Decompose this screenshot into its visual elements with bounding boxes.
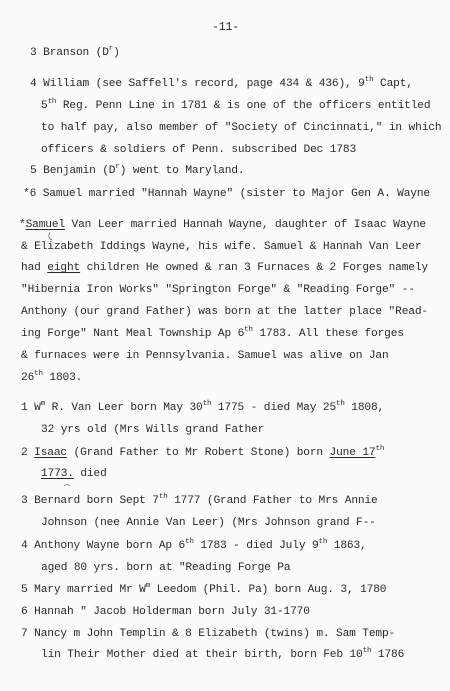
line-07: *6 Samuel married "Hannah Wayne" (sister to Major Gen A. Wayne <box>23 188 430 200</box>
text: lin Their Mother died at their birth, born Feb 10 <box>41 649 363 661</box>
text: 26 <box>21 372 35 384</box>
superscript: r <box>115 163 120 171</box>
superscript: th <box>34 370 43 378</box>
superscript: th <box>202 400 212 408</box>
underlined-text: eight <box>47 262 81 274</box>
superscript: th <box>336 400 345 408</box>
text: ing Forge" Nant Meal Township Ap 6 <box>21 328 245 340</box>
line-05: officers & soldiers of Penn. subscribed Dec 1783 <box>41 144 357 156</box>
text: 1808, <box>344 402 385 414</box>
text: 1803. <box>42 372 83 384</box>
text: 4 William (see Saffell's record, page 434 & 436), 9 <box>30 78 365 90</box>
pencil-stroke <box>49 232 52 240</box>
text: 1863, <box>327 540 367 552</box>
text: had <box>21 262 48 274</box>
superscript: th <box>375 445 385 453</box>
line-11: "Hibernia Iron Works" "Springton Forge" & "Reading Forge" -- <box>21 284 415 296</box>
text: 1783. All these forges <box>252 328 404 340</box>
text: 5 Benjamin (D <box>30 165 116 177</box>
line-21: Johnson (nee Annie Van Leer) (Mrs Johnson grand F-- <box>41 517 376 529</box>
text: 5 Mary married Mr W <box>21 584 146 596</box>
text: 4 Anthony Wayne born Ap 6 <box>21 540 186 552</box>
underlined-text: June 17 <box>329 447 376 459</box>
text: Capt, <box>373 78 413 90</box>
text: ) <box>113 47 120 59</box>
text: (Grand Father to Mr Robert Stone) born <box>66 447 330 459</box>
superscript: m <box>40 400 46 408</box>
text: ) went to Maryland. <box>119 165 245 177</box>
superscript: th <box>364 76 374 84</box>
superscript: th <box>244 326 253 334</box>
superscript: r <box>108 45 114 53</box>
text: Leedom (Phil. Pa) born Aug. 3, 1780 <box>150 584 387 596</box>
text: * <box>19 219 26 231</box>
text: 1775 - died May 25 <box>211 402 337 414</box>
text: 1777 (Grand Father to Mrs Annie <box>167 495 378 507</box>
line-17: 32 yrs old (Mrs Wills grand Father <box>41 424 265 436</box>
superscript: th <box>158 493 168 501</box>
line-26: 7 Nancy m John Templin & 8 Elizabeth (twins) m. Sam Temp- <box>21 628 396 640</box>
superscript: m <box>145 582 151 590</box>
line-14: & furnaces were in Pennsylvania. Samuel was alive on Jan <box>21 350 389 362</box>
underlined-text: 1773. <box>41 468 74 480</box>
text: 3 Branson (D <box>30 47 109 59</box>
superscript: th <box>185 538 194 546</box>
text: died <box>73 468 107 480</box>
line-04: to half pay, also member of "Society of Cincinnati," in which <box>41 122 442 134</box>
line-09: & Elizabeth Iddings Wayne, his wife. Samuel & Hannah Van Leer <box>21 241 422 253</box>
underlined-text: Isaac <box>34 447 67 459</box>
text: 1 W <box>21 402 41 414</box>
text: 1783 - died July 9 <box>193 540 319 552</box>
text: R. Van Leer born May 30 <box>45 402 203 414</box>
page-number: -11- <box>212 21 240 34</box>
line-25: 6 Hannah " Jacob Holderman born July 31-1770 <box>21 606 310 618</box>
text: Van Leer married Hannah Wayne, daughter of Isaac Wayne <box>64 219 426 231</box>
line-23: aged 80 yrs. born at "Reading Forge Pa <box>41 562 291 574</box>
text: 2 <box>21 447 35 459</box>
superscript: th <box>362 647 372 655</box>
superscript: th <box>47 98 57 106</box>
text: 5 <box>41 100 48 112</box>
text: 1786 <box>371 649 405 661</box>
line-12: Anthony (our grand Father) was born at the latter place "Read- <box>21 306 428 318</box>
superscript: th <box>318 538 328 546</box>
text: children He owned & ran 3 Furnaces & 2 Forges namely <box>80 262 428 274</box>
underlined-text: Samuel <box>25 219 65 231</box>
text: Reg. Penn Line in 1781 & is one of the officers entitled <box>56 100 431 112</box>
pencil-stroke <box>64 485 70 487</box>
text: 3 Bernard born Sept 7 <box>21 495 159 507</box>
